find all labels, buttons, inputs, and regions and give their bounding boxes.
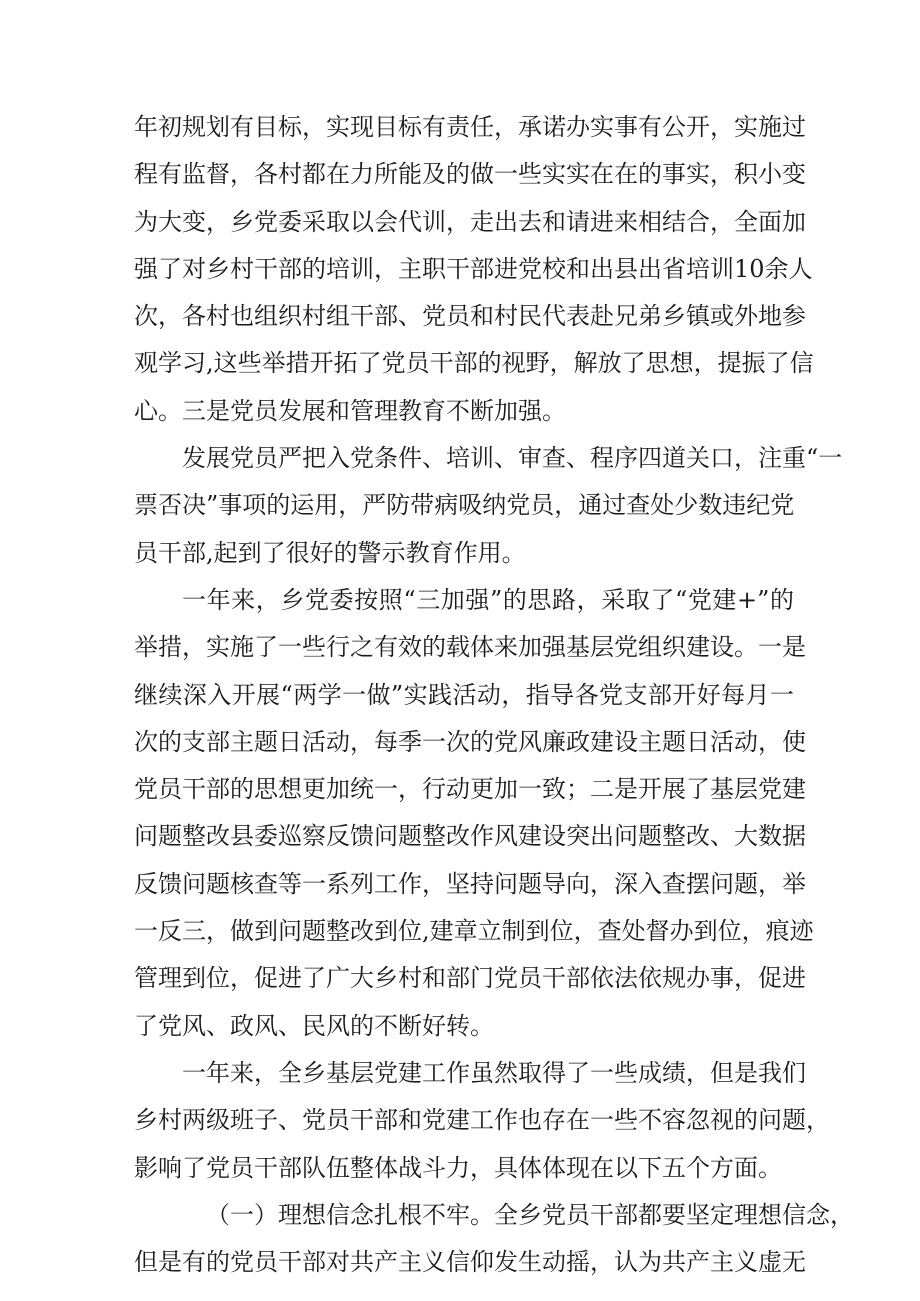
paragraph-line: 但是有的党员干部对共产主义信仰发生动摇，认为共产主义虚无 [134, 1248, 806, 1277]
paragraph-line: 管理到位，促进了广大乡村和部门党员干部依法依规办事，促进 [134, 964, 806, 993]
paragraph-line: （一）理想信念扎根不牢。全乡党员干部都要坚定理想信念， [206, 1200, 854, 1229]
paragraph-line: 了党风、政风、民风的不断好转。 [134, 1011, 494, 1040]
paragraph-line: 发展党员严把入党条件、培训、审查、程序四道关口，注重“一 [182, 444, 843, 473]
paragraph-line: 一反三，做到问题整改到位,建章立制到位，查处督办到位，痕迹 [134, 917, 814, 946]
paragraph-line: 反馈问题核查等一系列工作，坚持问题导向，深入查摆问题，举 [134, 869, 806, 898]
paragraph-line: 影响了党员干部队伍整体战斗力，具体体现在以下五个方面。 [134, 1153, 782, 1182]
paragraph-line: 为大变，乡党委采取以会代训，走出去和请进来相结合，全面加 [134, 207, 806, 236]
paragraph-line: 继续深入开展“两学一做”实践活动，指导各党支部开好每月一 [134, 680, 794, 709]
document-body [134, 104, 854, 1286]
paragraph-line: 年初规划有目标，实现目标有责任，承诺办实事有公开，实施过 [134, 113, 806, 141]
paragraph-line: 次，各村也组织村组干部、党员和村民代表赴兄弟乡镇或外地参 [134, 302, 806, 331]
paragraph-line: 乡村两级班子、党员干部和党建工作也存在一些不容忽视的问题， [134, 1106, 830, 1135]
paragraph-line: 票否决”事项的运用，严防带病吸纳党员，通过查处少数违纪党 [134, 491, 795, 520]
paragraph-line: 心。三是党员发展和管理教育不断加强。 [134, 396, 566, 425]
paragraph-line: 一年来，乡党委按照“三加强”的思路，采取了“党建+”的 [182, 585, 794, 614]
paragraph-line: 问题整改县委巡察反馈问题整改作风建设突出问题整改、大数据 [134, 822, 806, 851]
paragraph-line: 观学习,这些举措开拓了党员干部的视野，解放了思想，提振了信 [134, 349, 814, 378]
paragraph-line: 一年来，全乡基层党建工作虽然取得了一些成绩，但是我们 [182, 1058, 806, 1087]
paragraph-line: 举措，实施了一些行之有效的载体来加强基层党组织建设。一是 [134, 633, 806, 662]
paragraph-line: 强了对乡村干部的培训，主职干部进党校和出县出省培训10余人 [134, 254, 813, 283]
paragraph-line: 程有监督，各村都在力所能及的做一些实实在在的事实，积小变 [134, 160, 806, 189]
paragraph-line: 次的支部主题日活动，每季一次的党风廉政建设主题日活动，使 [134, 727, 806, 756]
paragraph-line: 员干部,起到了很好的警示教育作用。 [134, 538, 526, 567]
paragraph-line: 党员干部的思想更加统一，行动更加一致；二是开展了基层党建 [134, 775, 806, 804]
